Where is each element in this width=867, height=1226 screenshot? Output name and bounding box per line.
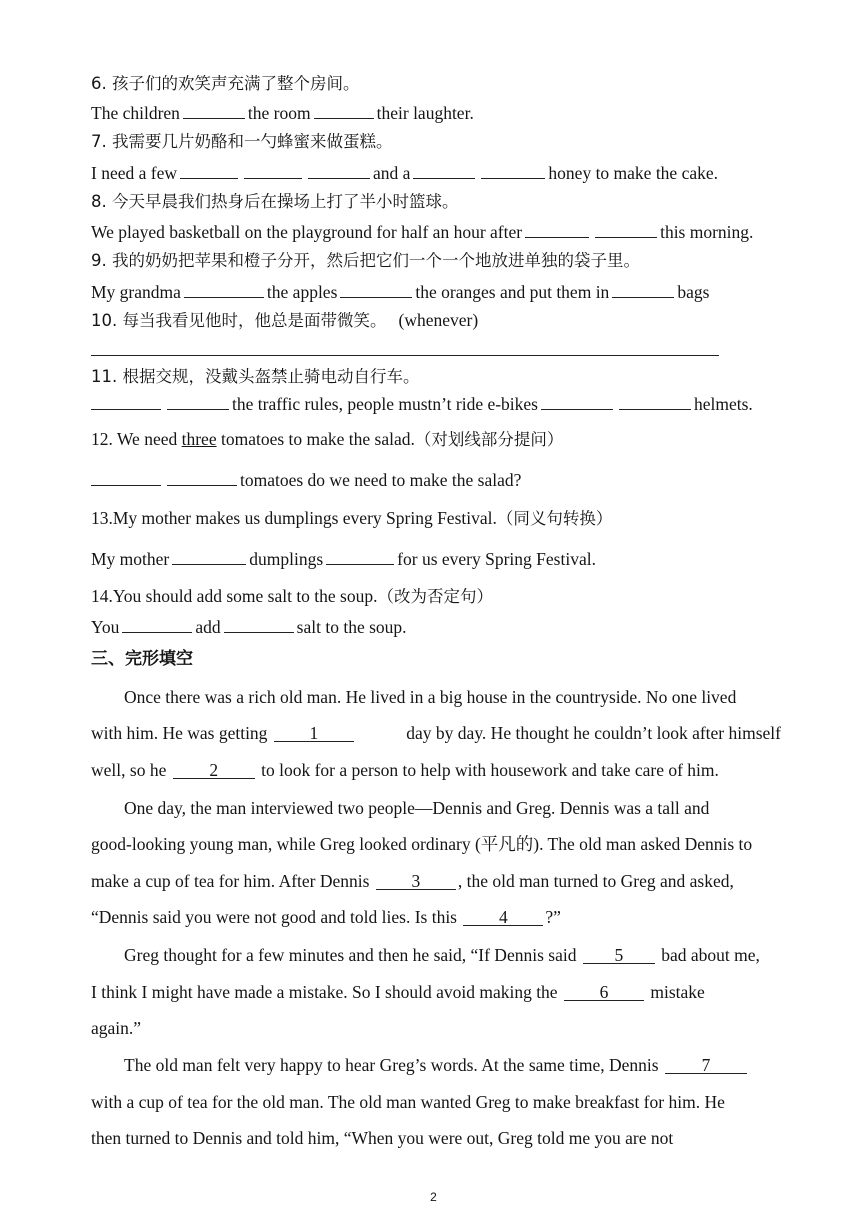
q7-chinese: 7. 我需要几片奶酪和一勺蜂蜜来做蛋糕。 bbox=[91, 132, 393, 151]
cloze-p4-line2 bbox=[91, 1091, 781, 1113]
cloze-text: ?” bbox=[545, 907, 561, 927]
q14-text: 14.You should add some salt to the soup. bbox=[91, 586, 378, 606]
q12-blank-1[interactable] bbox=[91, 468, 161, 486]
q6-chinese: 6. 孩子们的欢笑声充满了整个房间。 bbox=[91, 74, 360, 93]
q10-answer-line[interactable] bbox=[91, 355, 719, 356]
cloze-text: then turned to Dennis and told him, “When you were out, Greg told me you are not bbox=[91, 1128, 674, 1148]
q12-instruction: （对划线部分提问） bbox=[414, 430, 564, 449]
cloze-blank-1[interactable]: 1 bbox=[274, 722, 354, 742]
cloze-blank-4[interactable]: 4 bbox=[463, 906, 543, 926]
q8-blank-2[interactable] bbox=[595, 220, 657, 238]
cloze-p4-line3 bbox=[91, 1127, 781, 1149]
q9-blank-2[interactable] bbox=[340, 280, 412, 298]
q13-text-c: for us every Spring Festival. bbox=[397, 549, 596, 569]
q8-blank-1[interactable] bbox=[525, 220, 589, 238]
q12-prompt bbox=[91, 428, 563, 451]
cloze-text: bad about me, bbox=[661, 945, 760, 965]
q9-blank-3[interactable] bbox=[612, 280, 674, 298]
q9-chinese: 9. 我的奶奶把苹果和橙子分开，然后把它们一个一个地放进单独的袋子里。 bbox=[91, 251, 640, 270]
q14-text-a: You bbox=[91, 617, 120, 637]
q13-english bbox=[91, 547, 596, 570]
q11-text-a: the traffic rules, people mustn’t ride e-bikes bbox=[232, 394, 538, 414]
q14-text-b: add bbox=[195, 617, 221, 637]
q12-text-c: tomatoes do we need to make the salad? bbox=[240, 470, 522, 490]
q11-chinese: 11. 根据交规，没戴头盔禁止骑电动自行车。 bbox=[91, 367, 420, 386]
cloze-text: One day, the man interviewed two people—Dennis and Greg. Dennis was a tall and bbox=[124, 798, 710, 818]
q8-text-a: We played basketball on the playground for half an hour after bbox=[91, 222, 523, 242]
q12-text-a: 12. We need bbox=[91, 429, 178, 449]
cloze-p3-line2 bbox=[91, 981, 781, 1003]
q10-hint: (whenever) bbox=[398, 310, 479, 330]
q14-english bbox=[91, 615, 407, 638]
q13-text-a: My mother bbox=[91, 549, 170, 569]
q13-instruction: （同义句转换） bbox=[496, 509, 613, 528]
q14-prompt bbox=[91, 585, 493, 608]
q7-blank-1[interactable] bbox=[180, 161, 238, 179]
cloze-text: I think I might have made a mistake. So I should avoid making the bbox=[91, 982, 558, 1002]
q8-text-b: this morning. bbox=[660, 222, 754, 242]
cloze-p3-line1 bbox=[124, 944, 780, 966]
cloze-text: make a cup of tea for him. After Dennis bbox=[91, 871, 370, 891]
cloze-p2-line3 bbox=[91, 870, 781, 892]
q12-text-b: tomatoes to make the salad. bbox=[220, 429, 415, 449]
cloze-p2-line1 bbox=[124, 797, 780, 819]
cloze-p3-line3 bbox=[91, 1017, 781, 1039]
cloze-text: to look for a person to help with housework and take care of him. bbox=[261, 760, 719, 780]
q9-text-a: My grandma bbox=[91, 282, 181, 302]
cloze-blank-6[interactable]: 6 bbox=[564, 981, 644, 1001]
cloze-text: well, so he bbox=[91, 760, 167, 780]
q12-underlined-word: three bbox=[181, 429, 217, 449]
cloze-text: day by day. He thought he couldn’t look after himself bbox=[406, 723, 781, 743]
q13-blank-2[interactable] bbox=[326, 547, 394, 565]
cloze-p2-line4 bbox=[91, 906, 781, 928]
q10-prompt bbox=[91, 309, 478, 332]
cloze-p4-line1 bbox=[124, 1054, 780, 1076]
cloze-text: with him. He was getting bbox=[91, 723, 268, 743]
cloze-text: again.” bbox=[91, 1018, 142, 1038]
cloze-text: Once there was a rich old man. He lived in a big house in the countryside. No one lived bbox=[124, 687, 737, 707]
q14-blank-2[interactable] bbox=[224, 615, 294, 633]
q7-blank-2[interactable] bbox=[244, 161, 302, 179]
q9-english bbox=[91, 280, 709, 303]
q11-blank-4[interactable] bbox=[619, 392, 691, 410]
cloze-blank-5[interactable]: 5 bbox=[583, 944, 655, 964]
q6-blank-2[interactable] bbox=[314, 101, 374, 119]
q7-blank-5[interactable] bbox=[481, 161, 545, 179]
cloze-text: good-looking young man, while Greg looked ordinary (平凡的). The old man asked Dennis to bbox=[91, 834, 753, 854]
cloze-text: mistake bbox=[650, 982, 705, 1002]
q14-text-c: salt to the soup. bbox=[296, 617, 407, 637]
q9-text-c: the oranges and put them in bbox=[415, 282, 610, 302]
cloze-p1-line3 bbox=[91, 759, 781, 781]
q11-blank-2[interactable] bbox=[167, 392, 229, 410]
q14-blank-1[interactable] bbox=[122, 615, 192, 633]
q9-text-d: bags bbox=[677, 282, 710, 302]
cloze-blank-2[interactable]: 2 bbox=[173, 759, 255, 779]
q6-blank-1[interactable] bbox=[183, 101, 245, 119]
q7-blank-3[interactable] bbox=[308, 161, 370, 179]
q7-text-b: and a bbox=[373, 163, 411, 183]
cloze-p1-line2 bbox=[91, 722, 781, 744]
cloze-text: with a cup of tea for the old man. The old man wanted Greg to make breakfast for him. He bbox=[91, 1092, 725, 1112]
q6-text-b: the room bbox=[247, 103, 311, 123]
q11-text-b: helmets. bbox=[694, 394, 753, 414]
q11-blank-3[interactable] bbox=[541, 392, 613, 410]
q6-english bbox=[91, 101, 474, 124]
q12-english bbox=[91, 468, 521, 491]
q8-english bbox=[91, 220, 753, 243]
q6-text-c: their laughter. bbox=[376, 103, 474, 123]
cloze-text: Greg thought for a few minutes and then he said, “If Dennis said bbox=[124, 945, 577, 965]
q11-blank-1[interactable] bbox=[91, 392, 161, 410]
cloze-p2-line2 bbox=[91, 833, 781, 855]
q12-blank-2[interactable] bbox=[167, 468, 237, 486]
q9-blank-1[interactable] bbox=[184, 280, 264, 298]
cloze-text: The old man felt very happy to hear Greg’s words. At the same time, Dennis bbox=[124, 1055, 659, 1075]
q13-prompt bbox=[91, 507, 612, 530]
q13-blank-1[interactable] bbox=[172, 547, 246, 565]
cloze-blank-7[interactable]: 7 bbox=[665, 1054, 747, 1074]
q6-text-a: The children bbox=[91, 103, 180, 123]
cloze-blank-3[interactable]: 3 bbox=[376, 870, 456, 890]
q7-blank-4[interactable] bbox=[413, 161, 475, 179]
q9-text-b: the apples bbox=[266, 282, 338, 302]
cloze-text: “Dennis said you were not good and told lies. Is this bbox=[91, 907, 457, 927]
q13-text-b: dumplings bbox=[249, 549, 324, 569]
q8-chinese: 8. 今天早晨我们热身后在操场上打了半小时篮球。 bbox=[91, 192, 459, 211]
q7-text-a: I need a few bbox=[91, 163, 177, 183]
cloze-text: , the old man turned to Greg and asked, bbox=[457, 871, 734, 891]
q14-instruction: （改为否定句） bbox=[377, 587, 493, 606]
q11-english bbox=[91, 392, 753, 415]
q7-english bbox=[91, 161, 718, 184]
q10-chinese: 10. 每当我看见他时，他总是面带微笑。 bbox=[91, 311, 387, 330]
q13-text: 13.My mother makes us dumplings every Spring Festival. bbox=[91, 508, 497, 528]
cloze-p1-line1 bbox=[124, 686, 780, 708]
page-number: 2 bbox=[430, 1190, 437, 1204]
q7-text-c: honey to make the cake. bbox=[548, 163, 719, 183]
section-heading: 三、完形填空 bbox=[91, 649, 193, 669]
